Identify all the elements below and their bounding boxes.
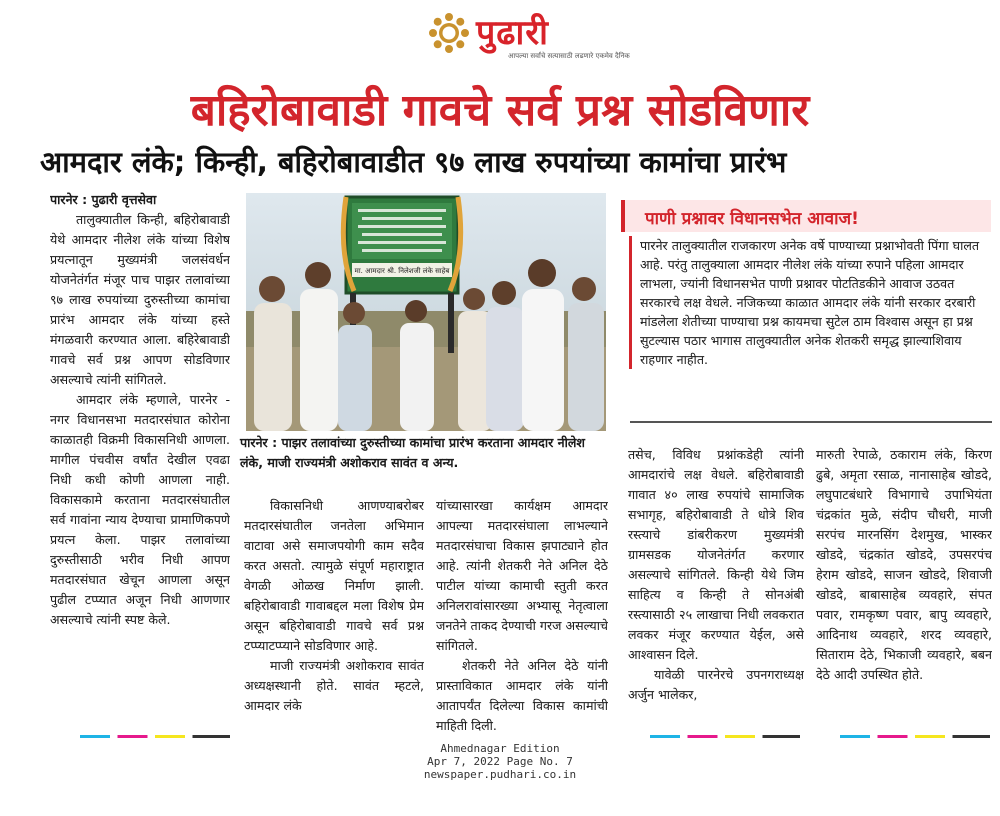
masthead [0, 8, 1000, 70]
dateline: पारनेर : पुढारी वृत्तसेवा [50, 192, 157, 207]
sidebar-body: पारनेर तालुक्यातील राजकारण अनेक वर्षे पाण्याच्या प्रश्नाभोवती पिंगा घालत आहे. परंतु तालुक्याला आमदार नीलेश लंके यांच्या रुपाने पहिला आमदार लाभला, ज्यांनी विधानसभेत पाणी प्रश्नावर पोटतिडकीने आवाज उठवत सरकारचे लक्ष वेधले. नजिकच्या काळात आमदार लंके यांनी सरकार दरबारी मांडलेला शेतीच्या पाण्याचा प्रश्न कायमचा सुटेल ठाम विश्वास असून हा प्रश्न सुटल्यास पठार भागास तालुक्यातील अनेक शेतकरी समृद्ध झाल्याशिवाय राहणार नाहीत. [629, 236, 989, 369]
paragraph: यावेळी पारनेरचे उपनगराध्यक्ष अर्जुन भालेकर, [628, 667, 804, 702]
edition-name: Ahmednagar Edition [440, 742, 560, 755]
edition-url[interactable]: newspaper.pudhari.co.in [423, 768, 577, 781]
paragraph: यांच्यासारखा कार्यक्षम आमदार आपल्या मतदारसंघाला लाभल्याने मतदारसंघाचा विकास झपाट्याने होत आहे. त्यांनी शेतकरी नेते अनिल देठे पाटील यांच्या कामाची स्तुती करत अनिलरावांसारख्या अभ्यासू नेतृत्वाला जनतेने ताकद देण्याची गरज असल्याचे सांगितले. [436, 498, 608, 653]
subheadline: आमदार लंके; किन्ही, बहिरोबावाडीत ९७ लाख रुपयांच्या कामांचा प्रारंभ [40, 145, 787, 179]
article-column-3 [436, 496, 608, 748]
photo-illustration [246, 193, 606, 431]
paragraph: आमदार लंके म्हणाले, पारनेर - नगर विधानसभा मतदारसंघात कोरोना काळातही विक्रमी विकासनिधी आणला. मागील पंचवीस वर्षांत देखील एवढा निधी कधी कोणी आणला नाही. विकासकामे करताना मतदारसंघातील सर्व गावांना न्याय देण्याचा प्रामाणिकपणे प्रयत्न केला. पाझर तलावांच्या दुरुस्तीसाठी भरीव निधी आपण मतदारसंघात खेचून आणला असून पुढील टप्प्यात अजून निधी आणणार असल्याचे त्यांनी स्पष्ट केले. [50, 392, 230, 627]
article-column-4 [628, 445, 804, 749]
paragraph: तालुक्यातील किन्ही, बहिरोबावाडी येथे आमदार नीलेश लंके यांच्या विशेष प्रयत्नातून मुख्यमंत्री जलसंवर्धन योजनेतंर्गत मंजूर पाच पाझर तलावांच्या ९७ लाख रुपयांच्या दुरुस्तीच्या कामांचा प्रारंभ आमदार लंके यांच्या हस्ते मंगळवारी करण्यात आला. बहिरेबावाडी गावचे सर्व प्रश्न आपण सोडविणार असल्याचे त्यांनी सांगितले. [50, 212, 230, 387]
edition-footer [0, 742, 1000, 781]
news-photo [246, 193, 606, 431]
paragraph: माजी राज्यमंत्री अशोकराव सावंत अध्यक्षस्थानी होते. सावंत म्हटले, आमदार लंके [244, 658, 424, 713]
print-color-bar [80, 735, 230, 738]
brand-logo: पुढारी [476, 13, 549, 53]
paragraph: विकासनिधी आणण्याबरोबर मतदारसंघातील जनतेला अभिमान वाटावा असे समाजपयोगी काम सदैव करत असतो. त्यामुळे संपूर्ण महाराष्ट्रात वेगळी ओळख निर्माण झाली. बहिरोबावाडी गावाबद्दल मला विशेष प्रेम असून बहिरोबावाडी गावचे सर्व प्रश्न टप्प्याटप्प्याने सोडविणार आहे. [244, 498, 424, 653]
brand-tagline: आपल्या सर्वांचे सत्यासाठी लढणारे एकमेव दैनिक [508, 52, 630, 60]
paragraph: तसेच, विविध प्रश्नांकडेही त्यांनी आमदारांचे लक्ष वेधले. बहिरोबावाडी गावात ४० लाख रुपयांचे सामाजिक सभागृह, बहिरोबावाडी ते धोत्रे शिव रस्त्याचे डांबरीकरण मुख्यमंत्री ग्रामसडक योजनेतंर्गत करणार असल्याचे सांगितले. किन्ही येथे जिम साहित्य व किन्ही ते सोनअंबी रस्त्यासाठी २५ लाखाचा निधी लवकरात लवकर मंजूर करण्यात येईल, असे आश्वासन दिले. [628, 447, 804, 662]
article-column-1 [50, 190, 230, 750]
paragraph: शेतकरी नेते अनिल देठे यांनी प्रास्ताविकात आमदार लंके यांनी आतापर्यंत दिलेल्या विकास कामांची माहिती दिली. [436, 658, 608, 733]
signboard-text: मा. आमदार श्री. निलेशजी लंके साहेब [354, 267, 450, 275]
print-color-bar [840, 735, 990, 738]
print-color-bar [650, 735, 800, 738]
emblem-icon [428, 12, 470, 54]
sidebar-box [621, 196, 991, 416]
paragraph: मारुती रेपाळे, ठकाराम लंके, किरण ढुबे, अमृता रसाळ, नानासाहेब खोडदे, लघुपाटबंधारे विभागाचे उपाभियंता चंद्रकांत मुळे, संदीप चौधरी, माजी सरपंच मारनसिंग देशमुख, भास्कर खोडदे, चंद्रकांत खोडदे, उपसरपंच हेराम खोडदे, साजन खोडदे, शिवाजी खोडदे, बाबासाहेब व्यवहारे, संपत पवार, रामकृष्ण पवार, बापु व्यवहारे, आदिनाथ व्यवहारे, शरद व्यवहारे, सिताराम देठे, भिकाजी व्यवहारे, बबन देठे आदी उपस्थित होते. [816, 447, 992, 682]
article-column-2 [244, 496, 424, 748]
article-column-5 [816, 445, 992, 749]
photo-caption: पारनेर : पाझर तलावांच्या दुरुस्तीच्या कामांचा प्रारंभ करताना आमदार नीलेश लंके, माजी राज्यमंत्री अशोकराव सावंत व अन्य. [240, 435, 585, 470]
headline: बहिरोबावाडी गावचे सर्व प्रश्न सोडविणार [190, 85, 810, 136]
sidebar-title: पाणी प्रश्नावर विधानसभेत आवाज! [621, 200, 991, 232]
sidebar-divider [630, 421, 992, 423]
edition-date-page: Apr 7, 2022 Page No. 7 [427, 755, 573, 768]
